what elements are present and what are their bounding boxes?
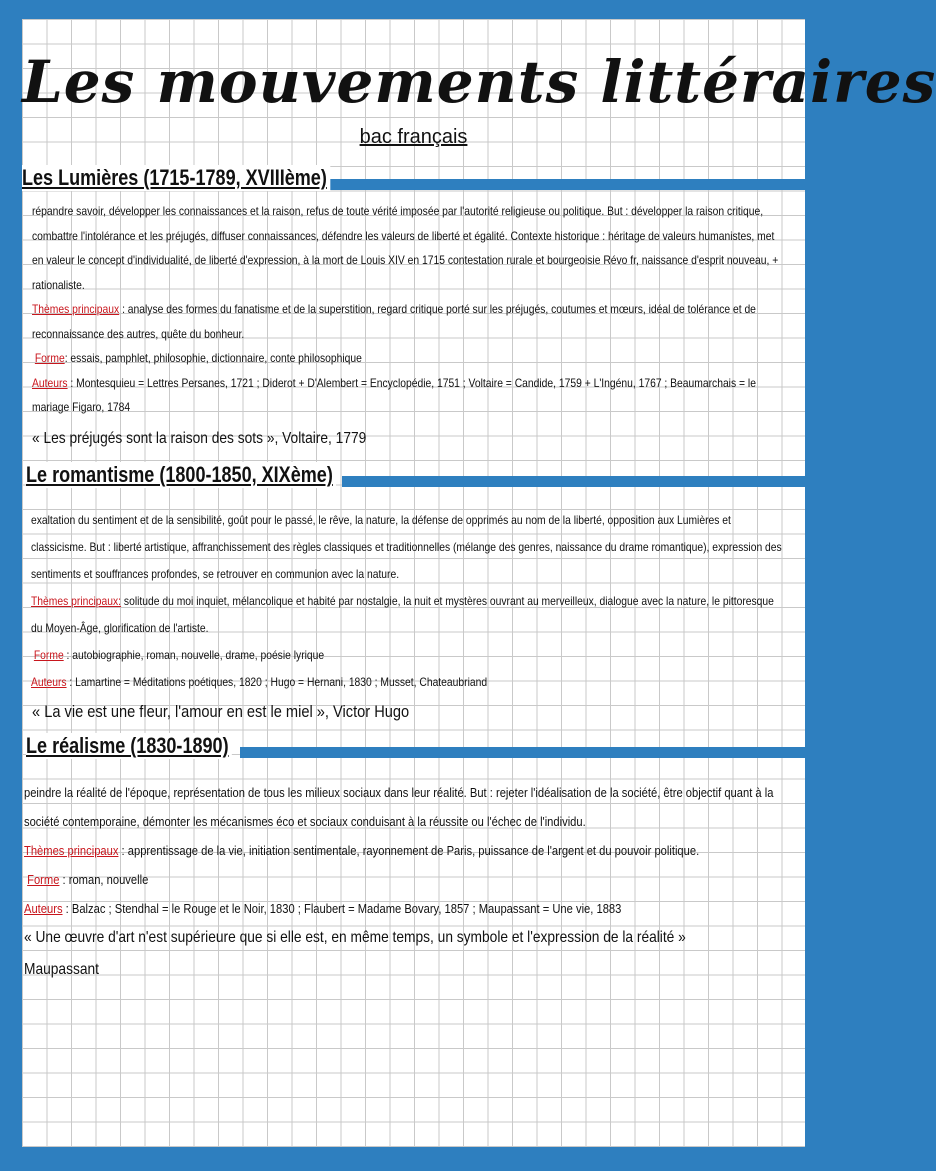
section-heading-realisme [22, 733, 805, 765]
section-themes [32, 297, 780, 346]
section-forme [32, 346, 780, 371]
section-themes [31, 588, 788, 642]
section-quote-realisme: « Une œuvre d'art n'est supérieure que si elle est, en même temps, un symbole et l'expression de la réalité » [24, 929, 686, 946]
section-forme [24, 865, 798, 894]
themes-label: Thèmes principaux [32, 302, 120, 316]
themes-text: solitude du moi inquiet, mélancolique et habité par nostalgie, la nuit et mystères ouvrant au merveilleux, dialogue avec la nature, le pittoresque du Moyen-Âge, glorification de l'artiste. [31, 594, 774, 635]
auteurs-text: : Lamartine = Méditations poétiques, 1820 ; Hugo = Hernani, 1830 ; Musset, Chateaubriand [66, 675, 488, 689]
section-title: Les Lumières (1715-1789, XVIIIème) [22, 165, 330, 191]
section-intro: exaltation du sentiment et de la sensibilité, goût pour le passé, le rêve, la nature, la défense de opprimés au nom de la liberté, opposition aux Lumières et classicisme. But : liberté artistique, affranchissement des règles classiques et traditionnelles (mélange des genres, naissance du drame romantique), expression des sentiments et souffrances profondes, se retrouver en communion avec la nature. [31, 513, 782, 581]
section-body-romantisme [31, 507, 788, 696]
section-title: Le romantisme (1800-1850, XIXème) [26, 462, 336, 488]
heading-bar [342, 476, 805, 487]
section-intro: peindre la réalité de l'époque, représentation de tous les milieux sociaux dans leur réalité. But : rejeter l'idéalisation de la société, être objectif quant à la société contemporaine, démonter les mécanismes éco et sociaux conduisant à la réussite ou l'échec de l'individu. [24, 785, 774, 829]
section-auteurs [32, 371, 780, 420]
section-quote-lumieres: « Les préjugés sont la raison des sots », Voltaire, 1779 [32, 430, 367, 447]
notebook-page [22, 19, 936, 1147]
themes-label: Thèmes principaux: [31, 594, 122, 608]
forme-text: : essais, pamphlet, philosophie, dictionnaire, conte philosophique [64, 351, 362, 365]
auteurs-text: : Montesquieu = Lettres Persanes, 1721 ; Diderot + D'Alembert = Encyclopédie, 1751 ; Voltaire = Candide, 1759 + L'Ingénu, 1767 ; Beaumarchais = le mariage Figaro, 1784 [32, 375, 756, 414]
page-subtitle: bac français [359, 126, 468, 148]
section-themes [24, 836, 798, 865]
forme-label: Forme [27, 872, 60, 887]
section-quote-author-realisme: Maupassant [24, 961, 99, 978]
forme-text: : autobiographie, roman, nouvelle, drame, poésie lyrique [63, 648, 325, 662]
section-body-realisme [24, 778, 798, 923]
section-title: Le réalisme (1830-1890) [26, 733, 232, 759]
section-forme [31, 642, 788, 669]
forme-text: : roman, nouvelle [59, 872, 149, 887]
themes-text: : analyse des formes du fanatisme et de la superstition, regard critique porté sur les préjugés, coutumes et mœurs, idéal de tolérance et de reconnaissance des autres, quête du bonheur. [32, 302, 756, 341]
heading-bar [240, 747, 805, 758]
themes-text: : apprentissage de la vie, initiation sentimentale, rayonnement de Paris, puissance de l'argent et du pouvoir politique. [118, 843, 700, 858]
forme-label: Forme [33, 648, 64, 662]
page-title: Les mouvements littéraires [22, 48, 936, 116]
themes-label: Thèmes principaux [24, 843, 119, 858]
section-auteurs [24, 894, 798, 923]
section-heading-romantisme [22, 462, 805, 494]
section-body-lumieres [32, 199, 780, 420]
section-intro: répandre savoir, développer les connaissances et la raison, refus de toute vérité imposée par l'autorité religieuse ou politique. But : développer la raison critique, combattre l'intolérance et les préjugés, diffuser connaissances, défendre les valeurs de liberté et égalité. Contexte historique : héritage de valeurs humanistes, met en valeur le concept d'individualité, de liberté d'expression, à la mort de Louis XIV en 1715 contestation rurale et bourgeoisie Révo fr, naissance d'esprit nouveau, + rationaliste. [32, 204, 779, 292]
forme-label: Forme [34, 351, 65, 365]
auteurs-label: Auteurs [24, 901, 63, 916]
auteurs-text: : Balzac ; Stendhal = le Rouge et le Noir, 1830 ; Flaubert = Madame Bovary, 1857 ; Maupassant = Une vie, 1883 [62, 901, 622, 916]
section-auteurs [31, 669, 788, 696]
section-heading-lumieres [22, 165, 805, 197]
auteurs-label: Auteurs [32, 375, 68, 390]
section-quote-romantisme: « La vie est une fleur, l'amour en est le miel », Victor Hugo [32, 702, 410, 721]
auteurs-label: Auteurs [31, 675, 67, 689]
heading-bar [322, 179, 805, 190]
